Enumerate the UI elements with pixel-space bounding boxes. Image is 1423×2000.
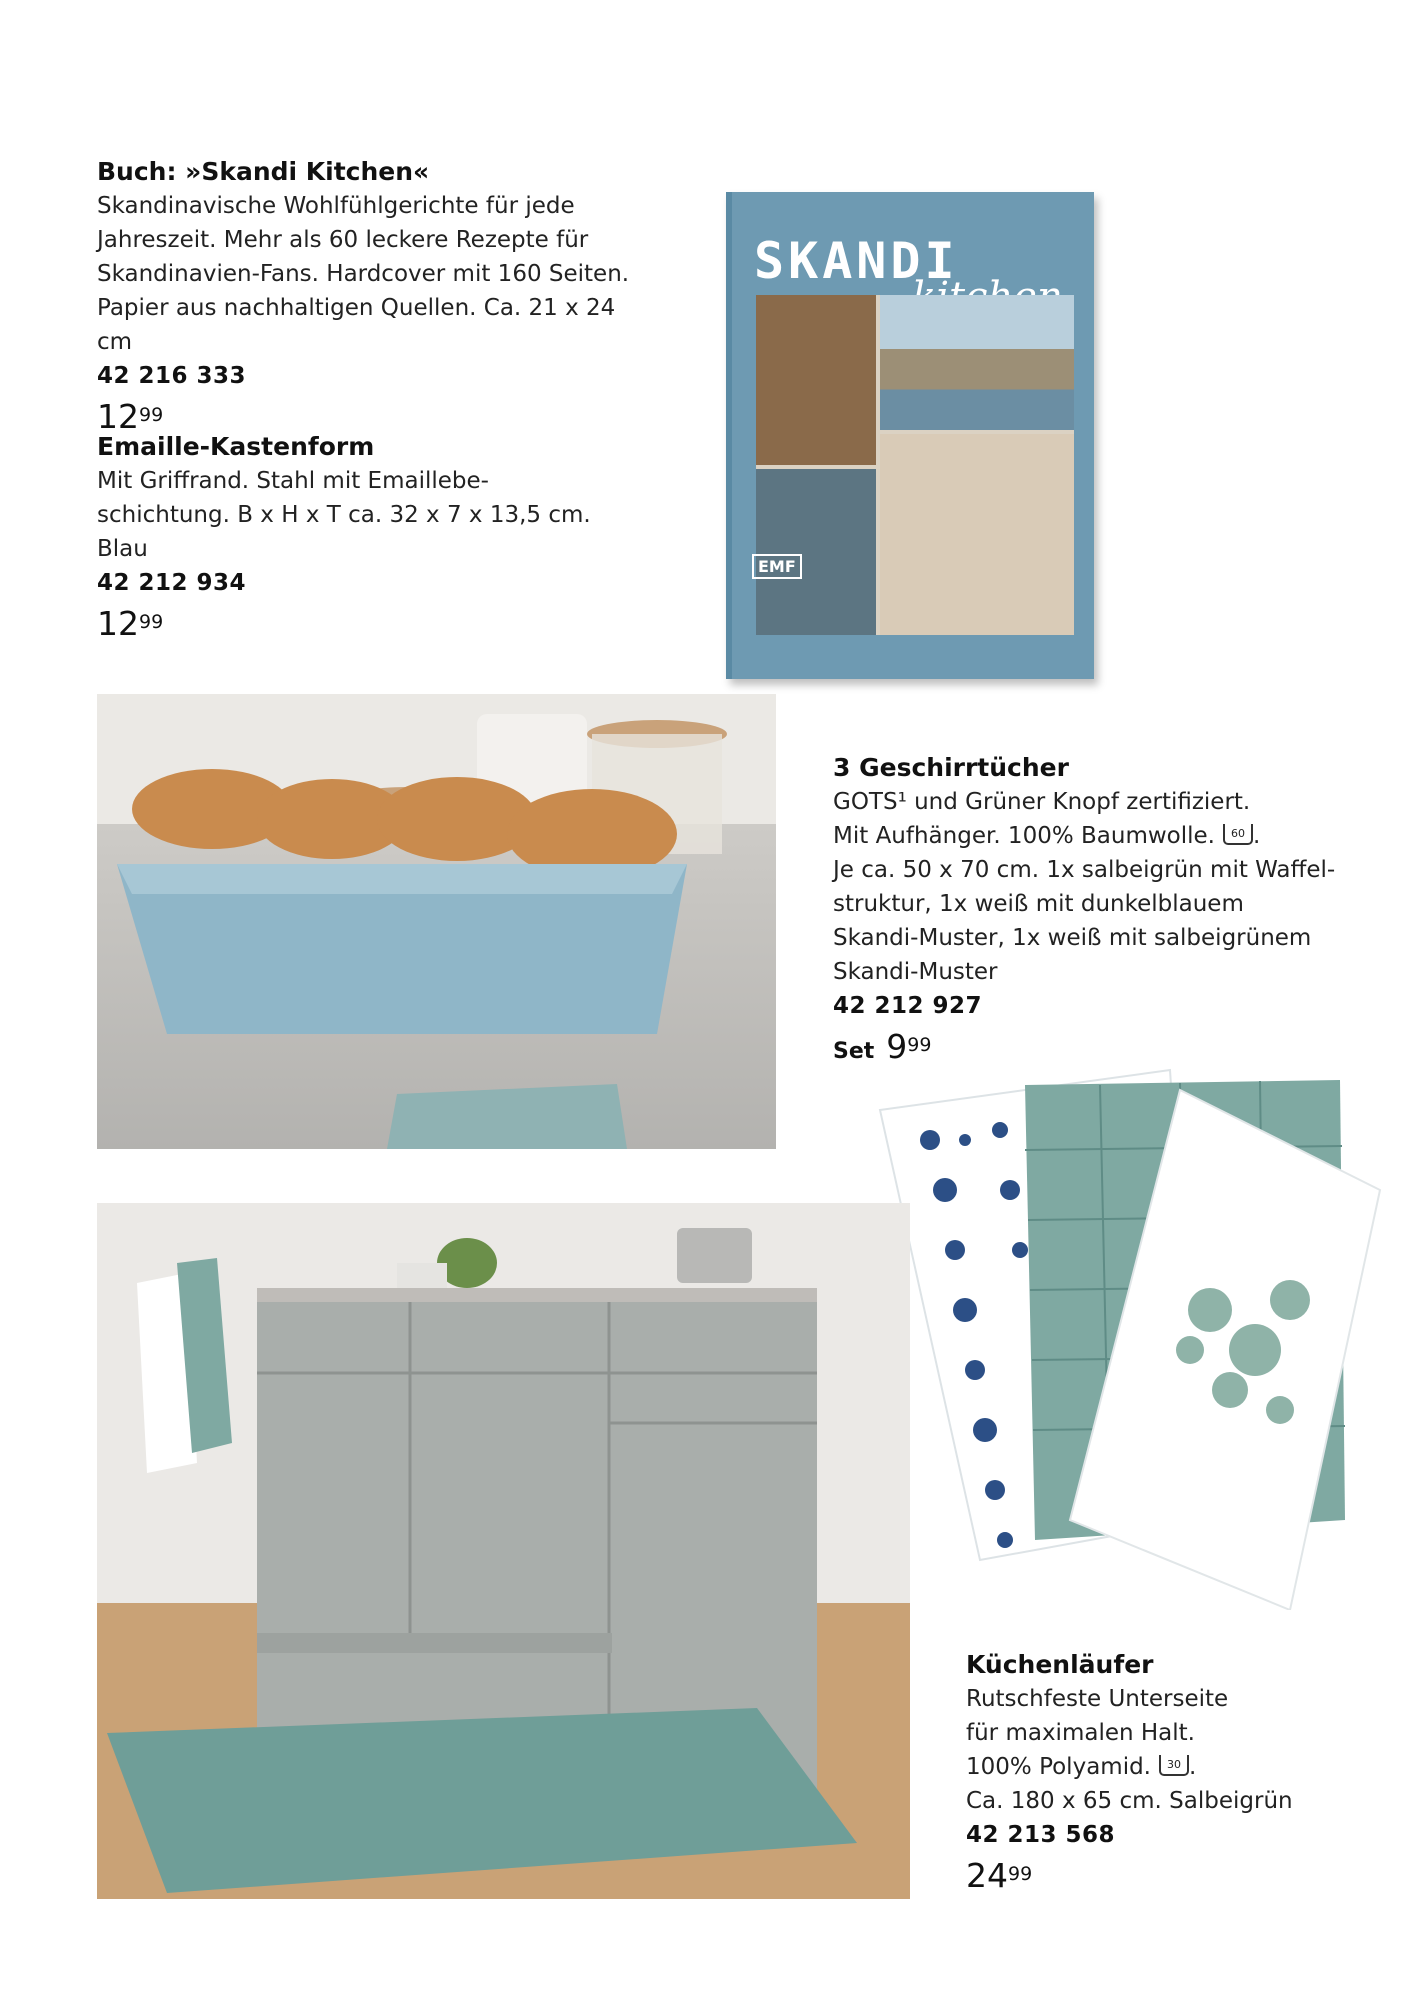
loaf-pan-price-cents: 99 xyxy=(139,611,164,633)
loaf-pan-price-main: 12 xyxy=(97,604,139,643)
cover-photo-buns xyxy=(880,434,1074,635)
wash-60-icon: 60 xyxy=(1223,824,1253,845)
tea-towels-price-cents: 99 xyxy=(907,1034,932,1056)
runner-product-info xyxy=(966,1648,1386,1896)
book-cover-title: SKANDI xyxy=(754,232,959,290)
runner-article-number: 42 213 568 xyxy=(966,1822,1116,1848)
loaf-pan-product-info xyxy=(97,430,657,644)
book-article-number: 42 216 333 xyxy=(97,363,247,389)
runner-title: Küchenläufer xyxy=(966,1650,1154,1679)
loaf-pan-description: Mit Griffrand. Stahl mit Emaillebe- schichtung. B x H x T ca. 32 x 7 x 13,5 cm. Blau xyxy=(97,468,591,562)
tea-towels-description-2: Je ca. 50 x 70 cm. 1x salbeigrün mit Waffel- struktur, 1x weiß mit dunkelblauem Skandi-Muster, 1x weiß mit salbeigrünem Skandi-Muster xyxy=(833,857,1336,985)
tea-towels-illustration xyxy=(870,1050,1390,1610)
tea-towels-price-main: 9 xyxy=(886,1027,908,1066)
runner-price-main: 24 xyxy=(966,1856,1008,1895)
cover-photo-landscape xyxy=(880,295,1074,430)
tea-towels-description: GOTS¹ und Grüner Knopf zertifiziert. Mit Aufhänger. 100% Baumwolle. 60 . Je ca. 50 x 70 cm. 1x salbeigrün mit Waffel- struktur, 1x weiß mit dunkelblauem Skandi-Muster, 1x weiß mit salbeigrünem Skandi-Muster xyxy=(833,789,1336,985)
cover-photo-soup xyxy=(756,469,876,635)
runner-description: Rutschfeste Unterseite für maximalen Halt. 100% Polyamid. 30 . Ca. 180 x 65 cm. Salbeigrün xyxy=(966,1686,1293,1814)
runner-price-cents: 99 xyxy=(1008,1863,1033,1885)
book-price-cents: 99 xyxy=(139,404,164,426)
tea-towels-article-number: 42 212 927 xyxy=(833,993,983,1019)
loaf-pan-illustration xyxy=(97,694,776,1149)
cover-photo-platter xyxy=(756,295,876,465)
loaf-pan-article-number: 42 212 934 xyxy=(97,570,247,596)
book-cover-image xyxy=(726,192,1094,679)
loaf-pan-photo xyxy=(97,694,776,1149)
runner-description-2: Ca. 180 x 65 cm. Salbeigrün xyxy=(966,1788,1293,1814)
runner-description-1: Rutschfeste Unterseite für maximalen Halt. 100% Polyamid. xyxy=(966,1686,1229,1780)
runner-price xyxy=(966,1856,1386,1896)
tea-towels-product-info xyxy=(833,751,1393,1072)
book-description: Skandinavische Wohlfühlgerichte für jede Jahreszeit. Mehr als 60 leckere Rezepte für Skandinavien-Fans. Hardcover mit 160 Seiten. Papier aus nachhaltigen Quellen. Ca. 21 x 24 cm xyxy=(97,193,630,355)
kitchen-photo xyxy=(97,1203,910,1899)
tea-towels-photo xyxy=(870,1050,1390,1610)
tea-towels-description-1: GOTS¹ und Grüner Knopf zertifiziert. Mit Aufhänger. 100% Baumwolle. xyxy=(833,789,1251,849)
wash-30-icon: 30 xyxy=(1159,1755,1189,1776)
loaf-pan-price xyxy=(97,604,657,644)
book-title: Buch: »Skandi Kitchen« xyxy=(97,157,430,186)
book-cover-photo-grid xyxy=(756,295,1074,635)
tea-towels-price-prefix: Set xyxy=(833,1039,875,1064)
loaf-pan-title: Emaille-Kastenform xyxy=(97,432,375,461)
tea-towels-title: 3 Geschirrtücher xyxy=(833,753,1069,782)
book-price-main: 12 xyxy=(97,397,139,436)
book-product-info xyxy=(97,155,657,437)
book-cover-badge: EMF xyxy=(752,554,802,579)
kitchen-illustration xyxy=(97,1203,910,1899)
